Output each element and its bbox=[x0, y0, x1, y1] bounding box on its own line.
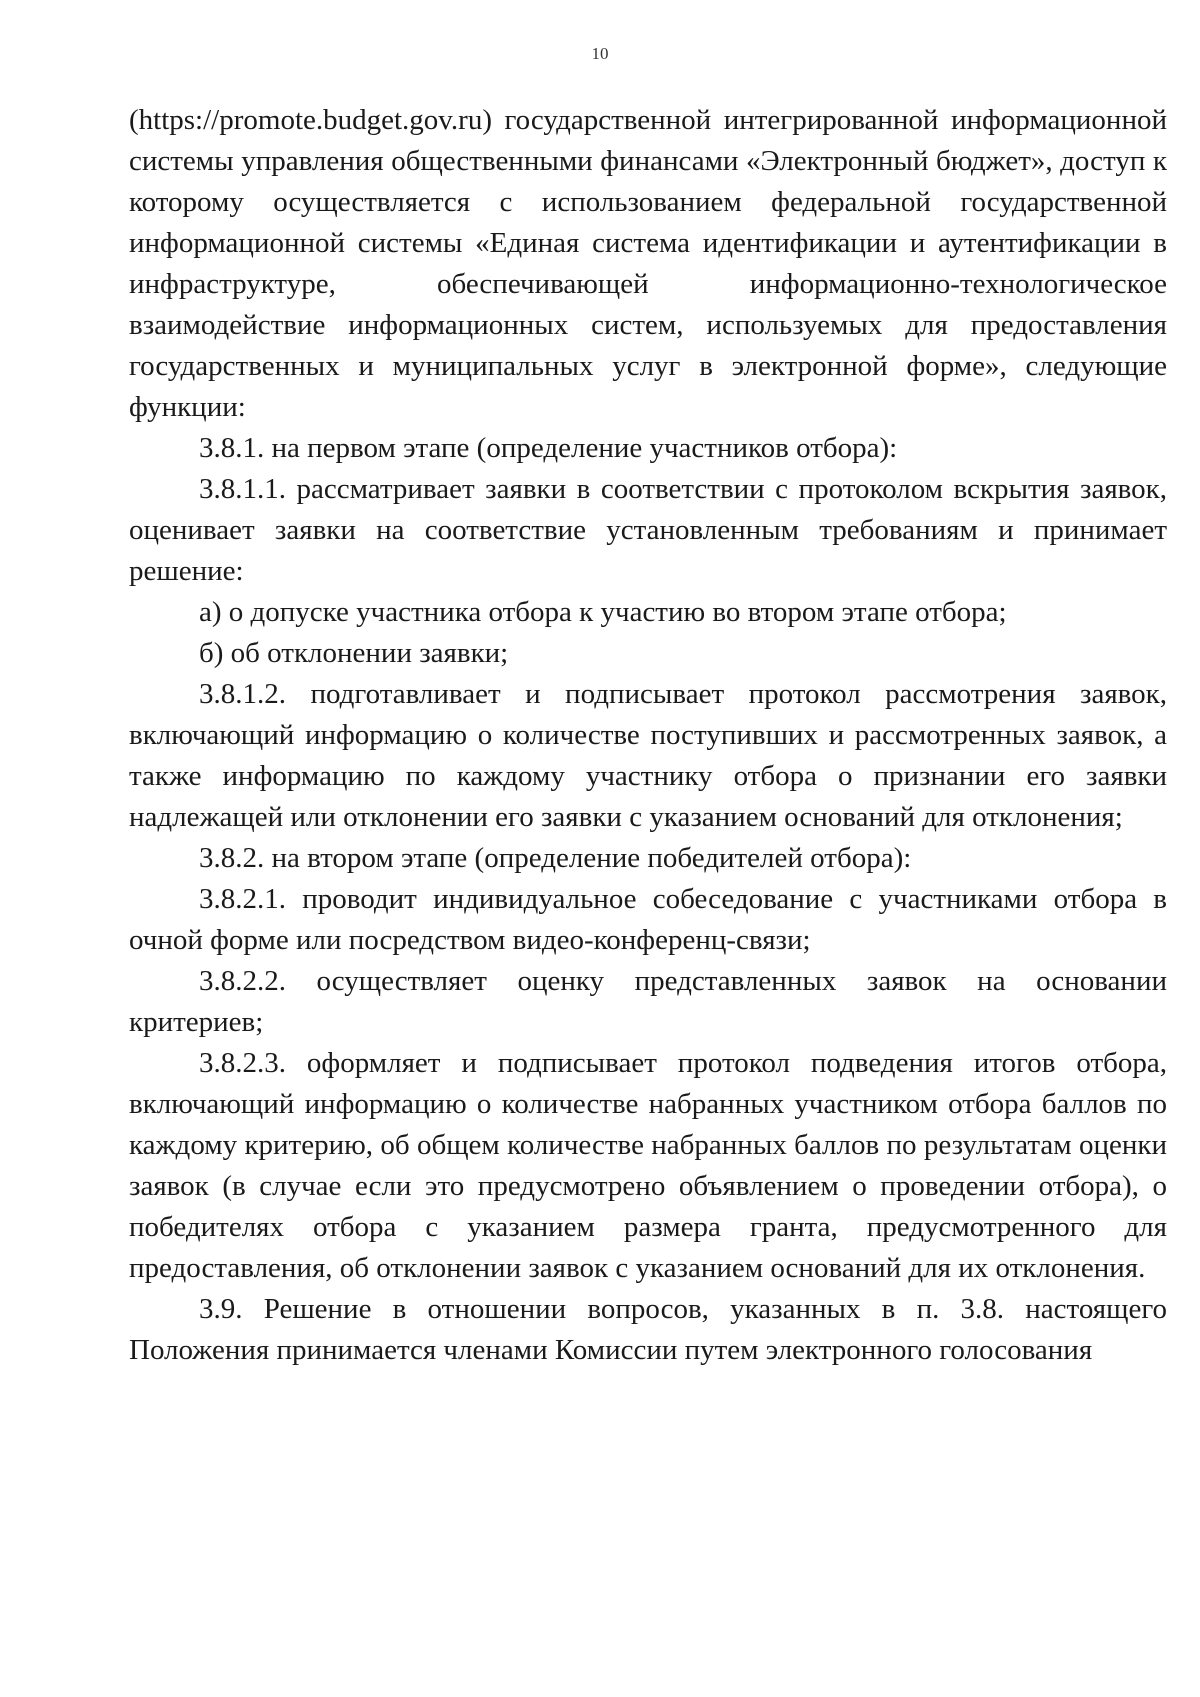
paragraph-3-8-2-1: 3.8.2.1. проводит индивидуальное собеседование с участниками отбора в очной форме или посредством видео-конференц-связи; bbox=[129, 883, 1167, 956]
paragraph-item-a: а) о допуске участника отбора к участию во втором этапе отбора; bbox=[199, 596, 1007, 628]
paragraph-3-8-2-3: 3.8.2.3. оформляет и подписывает протокол подведения итогов отбора, включающий информацию о количестве набранных участником отбора баллов по каждому критерию, об общем количестве набранных баллов по результатам оценки заявок (в случае если это предусмотрено объявлением о проведении отбора), о победителях отбора с указанием размера гранта, предусмотренного для предоставления, об отклонении заявок с указанием оснований для их отклонения. bbox=[129, 1047, 1167, 1284]
paragraph-3-8-1-2: 3.8.1.2. подготавливает и подписывает протокол рассмотрения заявок, включающий информацию о количестве поступивших и рассмотренных заявок, а также информацию по каждому участнику отбора о признании его заявки надлежащей или отклонении его заявки с указанием оснований для отклонения; bbox=[129, 678, 1167, 833]
paragraph-3-8-2: 3.8.2. на втором этапе (определение победителей отбора): bbox=[199, 842, 912, 874]
paragraph-3-8-2-2: 3.8.2.2. осуществляет оценку представленных заявок на основании критериев; bbox=[129, 965, 1167, 1038]
paragraph-continuation: (https://promote.budget.gov.ru) государственной интегрированной информационной системы управления общественными финансами «Электронный бюджет», доступ к которому осуществляется с использованием федеральной государственной информационной системы «Единая система идентификации и аутентификации в инфраструктуре, обеспечивающей информационно-технологическое взаимодействие информационных систем, используемых для предоставления государственных и муниципальных услуг в электронной форме», следующие функции: bbox=[129, 104, 1167, 423]
paragraph-3-8-1-1: 3.8.1.1. рассматривает заявки в соответствии с протоколом вскрытия заявок, оценивает заявки на соответствие установленным требованиям и принимает решение: bbox=[129, 473, 1167, 587]
paragraph-3-9: 3.9. Решение в отношении вопросов, указанных в п. 3.8. настоящего Положения принимается членами Комиссии путем электронного голосования bbox=[129, 1293, 1167, 1366]
page-number: 10 bbox=[591, 44, 609, 63]
document-body bbox=[129, 100, 1167, 1371]
paragraph-item-b: б) об отклонении заявки; bbox=[199, 637, 509, 669]
paragraph-3-8-1: 3.8.1. на первом этапе (определение участников отбора): bbox=[199, 432, 898, 464]
